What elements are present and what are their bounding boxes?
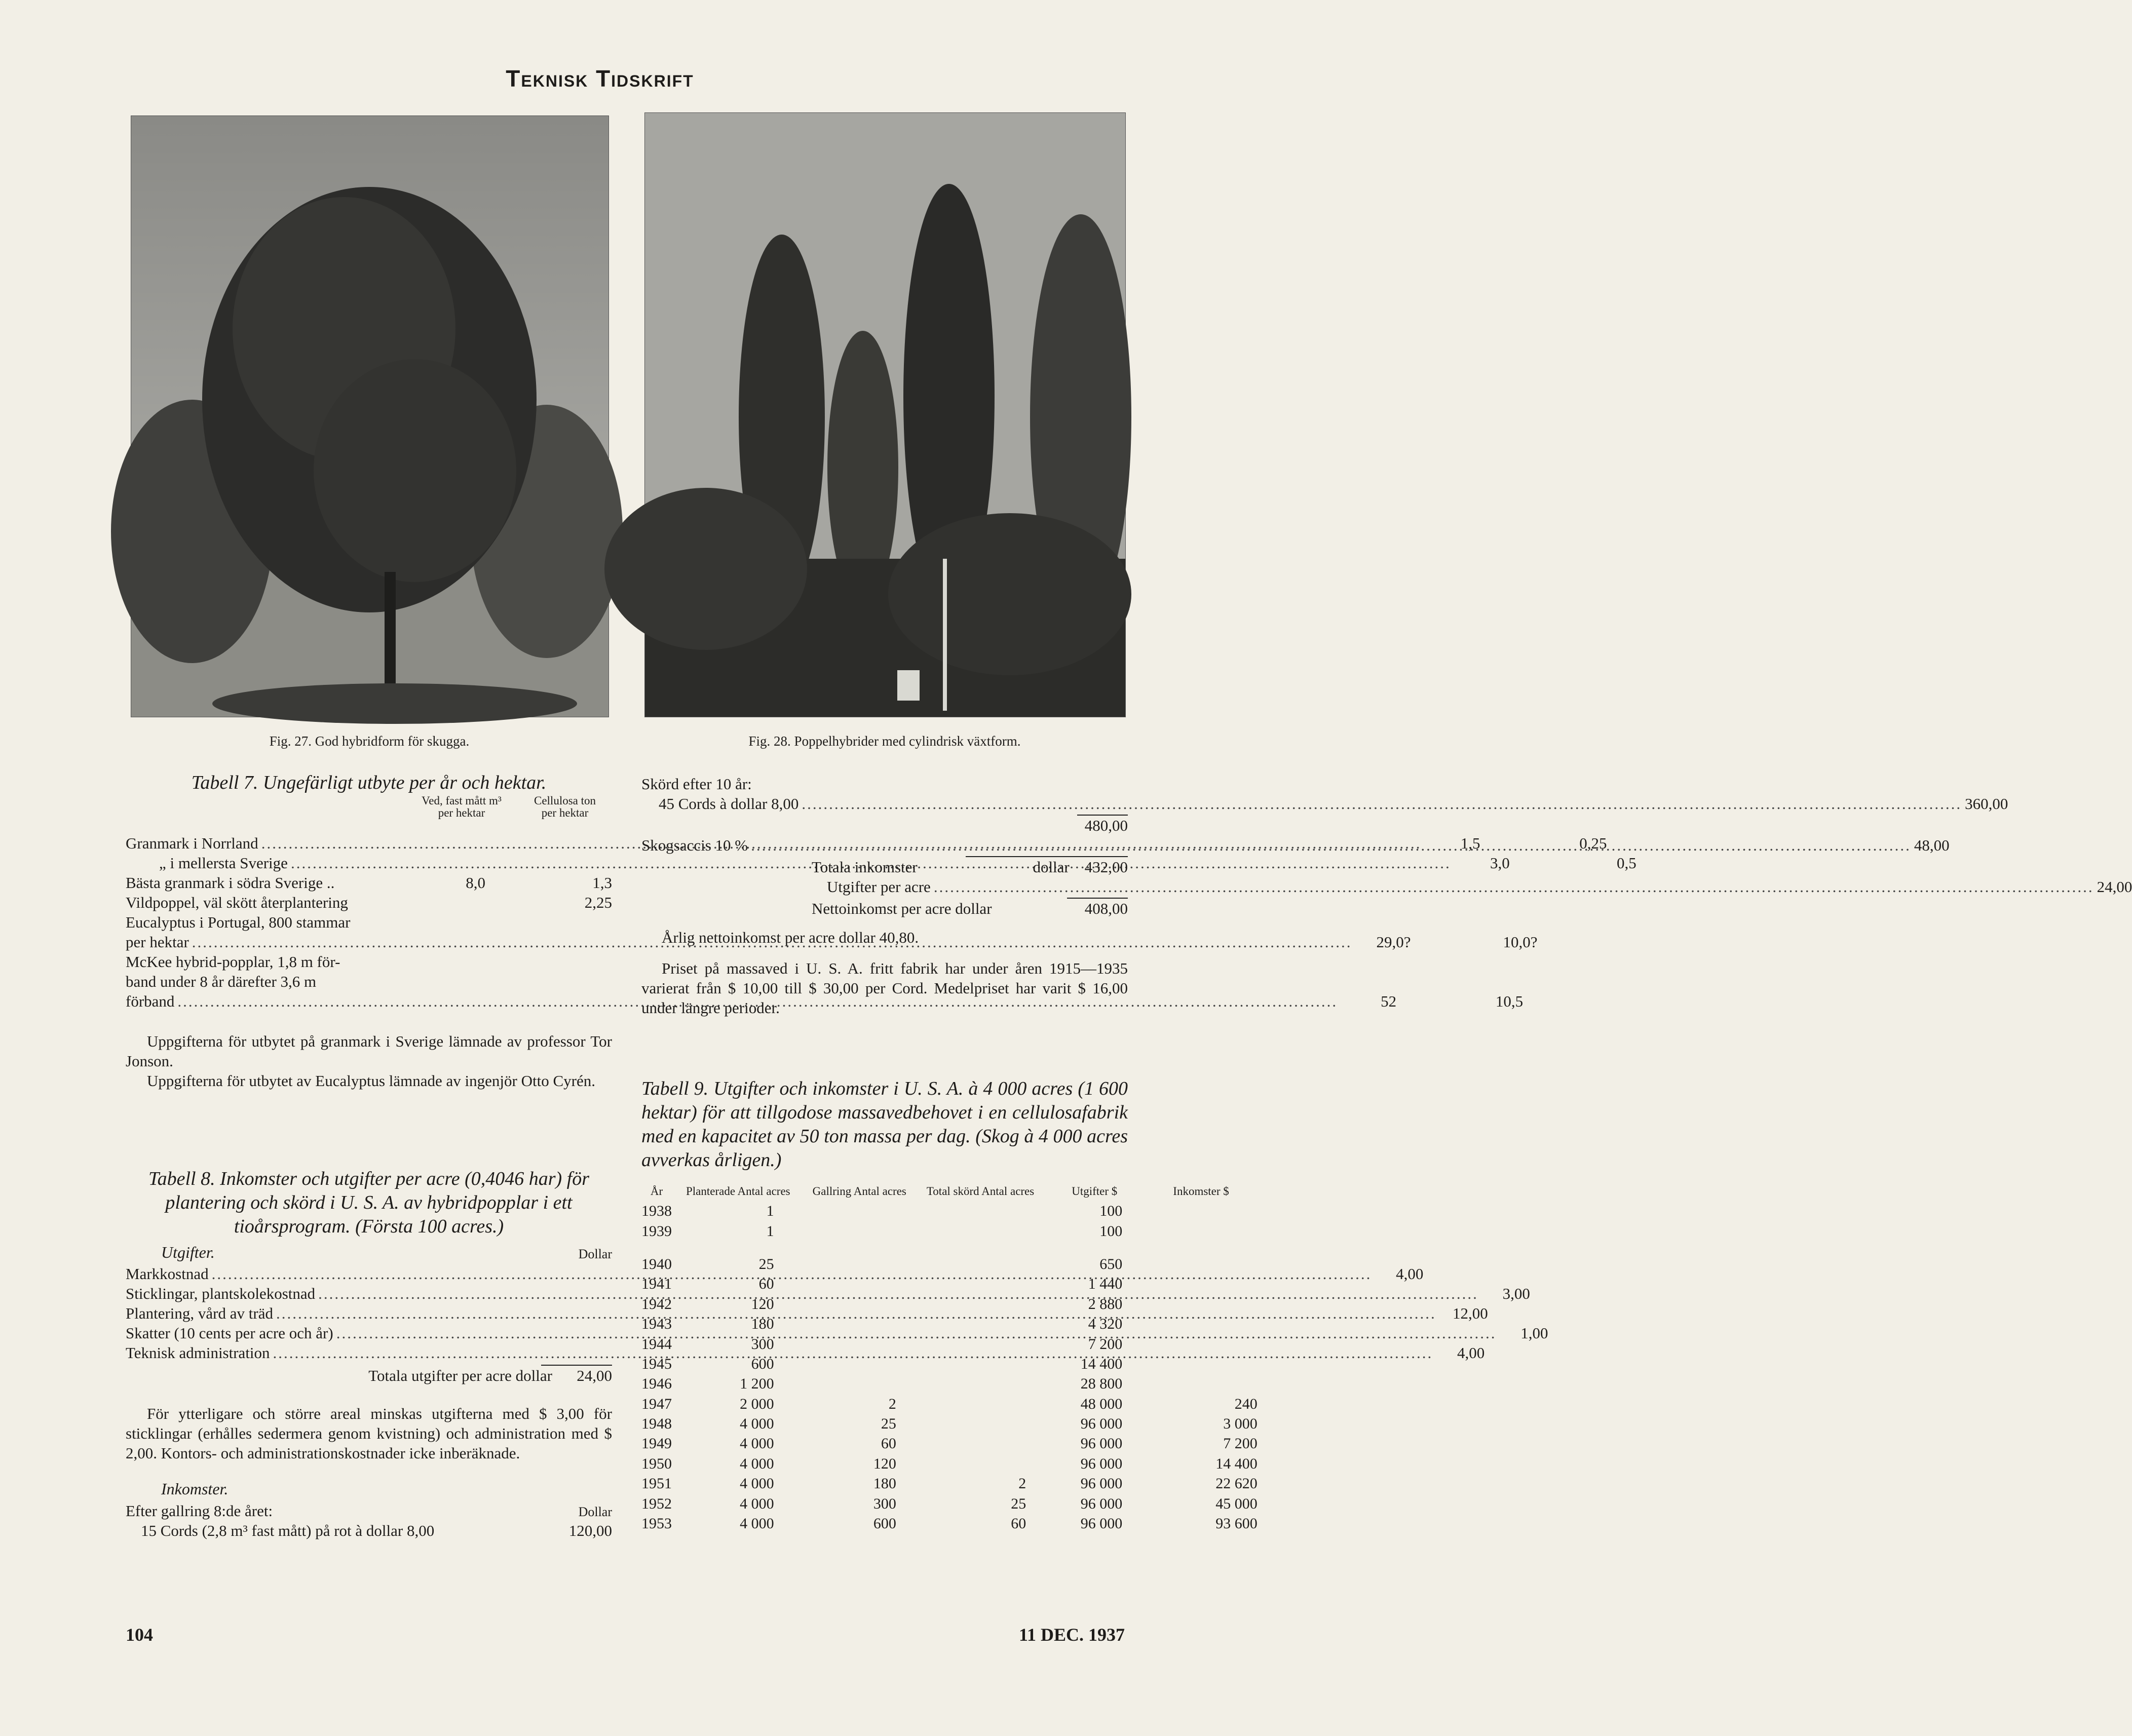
expense-value: 4,00 [1396, 1265, 1424, 1283]
cell-harvest: 60 [1011, 1515, 1026, 1532]
expense-value: 12,00 [1452, 1304, 1488, 1322]
expense-label: Sticklingar, plantskolekostnad [126, 1285, 316, 1302]
header-planted: Planterade Antal acres [686, 1185, 790, 1198]
cell-thinning [805, 1334, 915, 1354]
cell-thinning: 60 [881, 1435, 896, 1452]
thinning-currency: Dollar [578, 1504, 612, 1519]
cell-expenses: 14 400 [1080, 1355, 1123, 1372]
cell-planted: 4 000 [740, 1435, 774, 1452]
income-heading: Inkomster. [161, 1480, 229, 1498]
cell-year: 1945 [641, 1355, 672, 1372]
header-thinning: Gallring Antal acres [812, 1185, 906, 1198]
cell-planted: 4 000 [740, 1495, 774, 1512]
cell-thinning [805, 1201, 915, 1221]
cell-year: 1946 [641, 1375, 672, 1393]
cell-harvest [915, 1201, 1046, 1221]
expense-total-label: Totala utgifter per acre dollar [368, 1367, 552, 1384]
cell-harvest [915, 1314, 1046, 1334]
cell-year: 1939 [641, 1222, 672, 1240]
cell-year: 1938 [641, 1203, 672, 1220]
table-9-row [641, 1394, 1260, 1414]
header-harvest: Total skörd Antal acres [926, 1185, 1035, 1198]
table-9-row [641, 1248, 1260, 1274]
cell-income: 93 600 [1215, 1515, 1258, 1532]
table-9-row [641, 1334, 1260, 1354]
excise-value: 48,00 [1914, 836, 1950, 854]
table-7-row [126, 952, 612, 972]
expense-value: 3,00 [1502, 1285, 1530, 1302]
cell-harvest [915, 1334, 1046, 1354]
expense-row [126, 1264, 1424, 1284]
cell-planted: 1 [766, 1222, 774, 1240]
table-7-col1-header: Ved, fast mått m³ per hektar [422, 794, 502, 819]
figure-27-photo [131, 115, 609, 717]
table-7-row [126, 873, 612, 893]
harvest-label: Skörd efter 10 år: [641, 775, 752, 793]
cell-harvest [915, 1294, 1046, 1314]
total-income-label: Totala inkomster [812, 858, 918, 876]
row-pulp-tons: 1,3 [592, 874, 612, 892]
table-9-row [641, 1493, 1260, 1513]
figure-28-caption: Fig. 28. Poppelhybrider med cylindrisk växtform. [748, 734, 1021, 749]
table-9-row [641, 1474, 1260, 1493]
expense-label: Plantering, vård av träd [126, 1304, 273, 1322]
thinning-label: Efter gallring 8:de året: [126, 1502, 273, 1520]
cell-harvest [915, 1394, 1046, 1414]
cell-planted: 600 [751, 1355, 774, 1372]
table-7-caption: Tabell 7. Ungefärligt utbyte per år och hektar. [191, 772, 547, 793]
cell-planted: 1 200 [740, 1375, 774, 1393]
net-income-label: Nettoinkomst per acre dollar [812, 900, 992, 917]
cell-thinning: 300 [873, 1495, 896, 1512]
cell-harvest [915, 1221, 1046, 1247]
cell-income: 14 400 [1215, 1455, 1258, 1472]
figure-28-photo [644, 112, 1126, 717]
table-9 [641, 1077, 1258, 1533]
table-7-col2-header: Cellulosa ton per hektar [534, 794, 596, 819]
table-9-row [641, 1454, 1260, 1474]
cell-expenses: 96 000 [1080, 1435, 1123, 1452]
cords-label: 45 Cords à dollar 8,00 [659, 795, 799, 813]
header-expenses: Utgifter $ [1072, 1185, 1118, 1198]
cell-year: 1951 [641, 1475, 672, 1492]
cell-planted: 180 [751, 1316, 774, 1333]
cell-income [1143, 1314, 1260, 1334]
cell-planted: 120 [751, 1295, 774, 1313]
table-7-row [126, 912, 612, 932]
cell-year: 1948 [641, 1415, 672, 1433]
cell-year: 1944 [641, 1335, 672, 1353]
cell-expenses: 28 800 [1080, 1375, 1123, 1393]
table-9-row [641, 1201, 1260, 1221]
cell-year: 1941 [641, 1276, 672, 1293]
table-9-row [641, 1514, 1260, 1533]
figure-27-caption: Fig. 27. God hybridform för skugga. [269, 734, 470, 749]
cell-income [1143, 1274, 1260, 1294]
cell-planted: 25 [758, 1255, 774, 1272]
cell-income [1143, 1334, 1260, 1354]
row-label: „ i mellersta Sverige [159, 854, 288, 872]
cell-income [1143, 1221, 1260, 1247]
cell-income: 22 620 [1215, 1475, 1258, 1492]
table-7-row [126, 893, 612, 912]
cell-income [1143, 1201, 1260, 1221]
journal-title: Teknisk Tidskrift [506, 65, 694, 92]
table-9-caption: Tabell 9. Utgifter och inkomster i U. S. A. à 4 000 acres (1 600 hektar) för att tillgodose massavedbehovet i en cellulosafabrik med en kapacitet av 50 ton massa per dag. (Skog à 4 000 acres avverkas årligen.) [641, 1078, 1128, 1171]
cell-thinning: 600 [873, 1515, 896, 1532]
cell-thinning [805, 1248, 915, 1274]
expense-per-acre-value: 24,00 [2097, 878, 2132, 896]
table-7-note-2: Uppgifterna för utbytet av Eucalyptus lämnade av ingenjör Otto Cyrén. [147, 1072, 595, 1090]
row-wood-volume: 3,0 [1490, 854, 1510, 872]
cell-expenses: 7 200 [1088, 1335, 1123, 1353]
expense-value: 1,00 [1520, 1324, 1548, 1342]
table-9-row [641, 1294, 1260, 1314]
cell-harvest [915, 1374, 1046, 1394]
table-8-caption: Tabell 8. Inkomster och utgifter per acre (0,4046 har) för plantering och skörd i U. S. A. av hybridpopplar i ett tioårsprogram. (Första 100 acres.) [148, 1168, 590, 1237]
row-label: Bästa granmark i södra Sverige .. [126, 874, 335, 892]
row-pulp-tons: 0,5 [1616, 854, 1636, 872]
page-number: 104 [126, 1625, 153, 1645]
cell-thinning [805, 1274, 915, 1294]
cell-planted: 4 000 [740, 1515, 774, 1532]
cell-harvest: 25 [1011, 1495, 1026, 1512]
table-9-row [641, 1314, 1260, 1334]
cell-planted: 4 000 [740, 1455, 774, 1472]
expense-value: 4,00 [1457, 1344, 1485, 1362]
row-label: Granmark i Norrland [126, 834, 258, 852]
table-7-row [126, 991, 1524, 1011]
cell-expenses: 96 000 [1080, 1495, 1123, 1512]
table-9-grid [641, 1181, 1260, 1533]
cell-expenses: 96 000 [1080, 1415, 1123, 1433]
table-9-row [641, 1374, 1260, 1394]
cell-income [1143, 1354, 1260, 1374]
thinning-row-value: 120,00 [568, 1522, 612, 1539]
expense-note: För ytterligare och större areal minskas utgifterna med $ 3,00 för sticklingar (erhålles sedermera genom kvistning) och administration med $ 2,00. Kontors- och administrationskostnader icke inberäknade. [126, 1405, 612, 1462]
cords-value: 360,00 [1965, 795, 2008, 813]
cell-thinning: 120 [873, 1455, 896, 1472]
cell-income: 45 000 [1215, 1495, 1258, 1512]
cell-year: 1950 [641, 1455, 672, 1472]
row-wood-volume: 52 [1381, 992, 1397, 1010]
currency-label: Dollar [578, 1247, 612, 1261]
total-income-currency: dollar [1033, 858, 1070, 876]
cell-thinning [805, 1354, 915, 1374]
cell-year: 1949 [641, 1435, 672, 1452]
cell-harvest [915, 1274, 1046, 1294]
cell-income: 3 000 [1223, 1415, 1258, 1433]
expenses-heading: Utgifter. [161, 1243, 215, 1261]
cell-thinning: 25 [881, 1415, 896, 1433]
cell-expenses: 96 000 [1080, 1455, 1123, 1472]
table-7-row [126, 972, 612, 991]
row-pulp-tons: 0,25 [1579, 834, 1607, 852]
issue-date: 11 DEC. 1937 [1018, 1625, 1125, 1645]
row-pulp-tons: 10,0? [1503, 933, 1538, 951]
cell-harvest [915, 1454, 1046, 1474]
cell-thinning [805, 1374, 915, 1394]
income-subtotal: 480,00 [1084, 817, 1128, 834]
cell-thinning: 2 [888, 1395, 896, 1412]
cell-expenses: 96 000 [1080, 1475, 1123, 1492]
cell-harvest [915, 1434, 1046, 1453]
row-label: band under 8 år därefter 3,6 m [126, 973, 317, 990]
cell-thinning: 180 [873, 1475, 896, 1492]
table-9-row [641, 1221, 1260, 1247]
cell-year: 1947 [641, 1395, 672, 1412]
row-wood-volume: 8,0 [466, 874, 485, 892]
cell-planted: 4 000 [740, 1415, 774, 1433]
cell-expenses: 2 880 [1088, 1295, 1123, 1313]
row-label: Eucalyptus i Portugal, 800 stammar [126, 913, 351, 931]
net-income-value: 408,00 [1084, 900, 1128, 917]
cell-planted: 2 000 [740, 1395, 774, 1412]
cell-planted: 300 [751, 1335, 774, 1353]
cell-planted: 1 [766, 1203, 774, 1220]
cell-harvest [915, 1414, 1046, 1434]
cell-planted: 60 [758, 1276, 774, 1293]
cell-year: 1943 [641, 1316, 672, 1333]
annual-net-income: Årlig nettoinkomst per acre dollar 40,80. [662, 929, 919, 946]
cell-expenses: 100 [1099, 1222, 1123, 1240]
header-year: År [650, 1185, 663, 1198]
cell-expenses: 48 000 [1080, 1395, 1123, 1412]
table-9-row [641, 1274, 1260, 1294]
cell-planted: 4 000 [740, 1475, 774, 1492]
header-income: Inkomster $ [1173, 1185, 1229, 1198]
cell-expenses: 96 000 [1080, 1515, 1123, 1532]
table-7-note-1: Uppgifterna för utbytet på granmark i Sverige lämnade av professor Tor Jonson. [126, 1032, 612, 1070]
excise-label: Skogsaccis 10 % [641, 836, 748, 854]
cell-year: 1940 [641, 1255, 672, 1272]
row-label: förband [126, 992, 175, 1010]
cell-expenses: 4 320 [1088, 1316, 1123, 1333]
expense-per-acre-label: Utgifter per acre [827, 878, 931, 896]
cell-year: 1952 [641, 1495, 672, 1512]
expense-label: Skatter (10 cents per acre och år) [126, 1324, 333, 1342]
cell-income: 7 200 [1223, 1435, 1258, 1452]
cell-expenses: 100 [1099, 1203, 1123, 1220]
row-wood-volume: 29,0? [1376, 933, 1411, 951]
table-9-body [641, 1201, 1260, 1533]
table-9-row [641, 1354, 1260, 1374]
row-wood-volume: 1,5 [1460, 834, 1480, 852]
cell-thinning [805, 1221, 915, 1247]
table-9-row [641, 1434, 1260, 1453]
row-pulp-tons: 2,25 [584, 894, 612, 911]
cell-thinning [805, 1314, 915, 1334]
expense-total-value: 24,00 [577, 1367, 612, 1384]
expense-label: Markkostnad [126, 1265, 209, 1283]
row-pulp-tons: 10,5 [1495, 992, 1524, 1010]
row-label: per hektar [126, 933, 189, 951]
thinning-row-label: 15 Cords (2,8 m³ fast mått) på rot à dollar 8,00 [141, 1522, 435, 1539]
table-9-row [641, 1414, 1260, 1434]
expense-label: Teknisk administration [126, 1344, 270, 1362]
row-label: McKee hybrid-popplar, 1,8 m för- [126, 953, 340, 971]
cell-harvest [915, 1248, 1046, 1274]
cell-income [1143, 1374, 1260, 1394]
price-note: Priset på massaved i U. S. A. fritt fabrik har under åren 1915—1935 varierat från $ 10,00 till $ 30,00 per Cord. Medelpriset har varit $ 16,00 under längre perioder. [641, 959, 1128, 1017]
cell-thinning [805, 1294, 915, 1314]
cell-expenses: 650 [1099, 1255, 1123, 1272]
cell-income [1143, 1294, 1260, 1314]
cell-year: 1942 [641, 1295, 672, 1313]
total-income-value: 432,00 [1084, 858, 1128, 876]
cell-income [1143, 1248, 1260, 1274]
cell-income: 240 [1234, 1395, 1258, 1412]
cell-year: 1953 [641, 1515, 672, 1532]
cell-harvest [915, 1354, 1046, 1374]
row-label: Vildpoppel, väl skött återplantering [126, 894, 348, 911]
cell-harvest: 2 [1018, 1475, 1026, 1492]
cell-expenses: 1 440 [1088, 1276, 1123, 1293]
